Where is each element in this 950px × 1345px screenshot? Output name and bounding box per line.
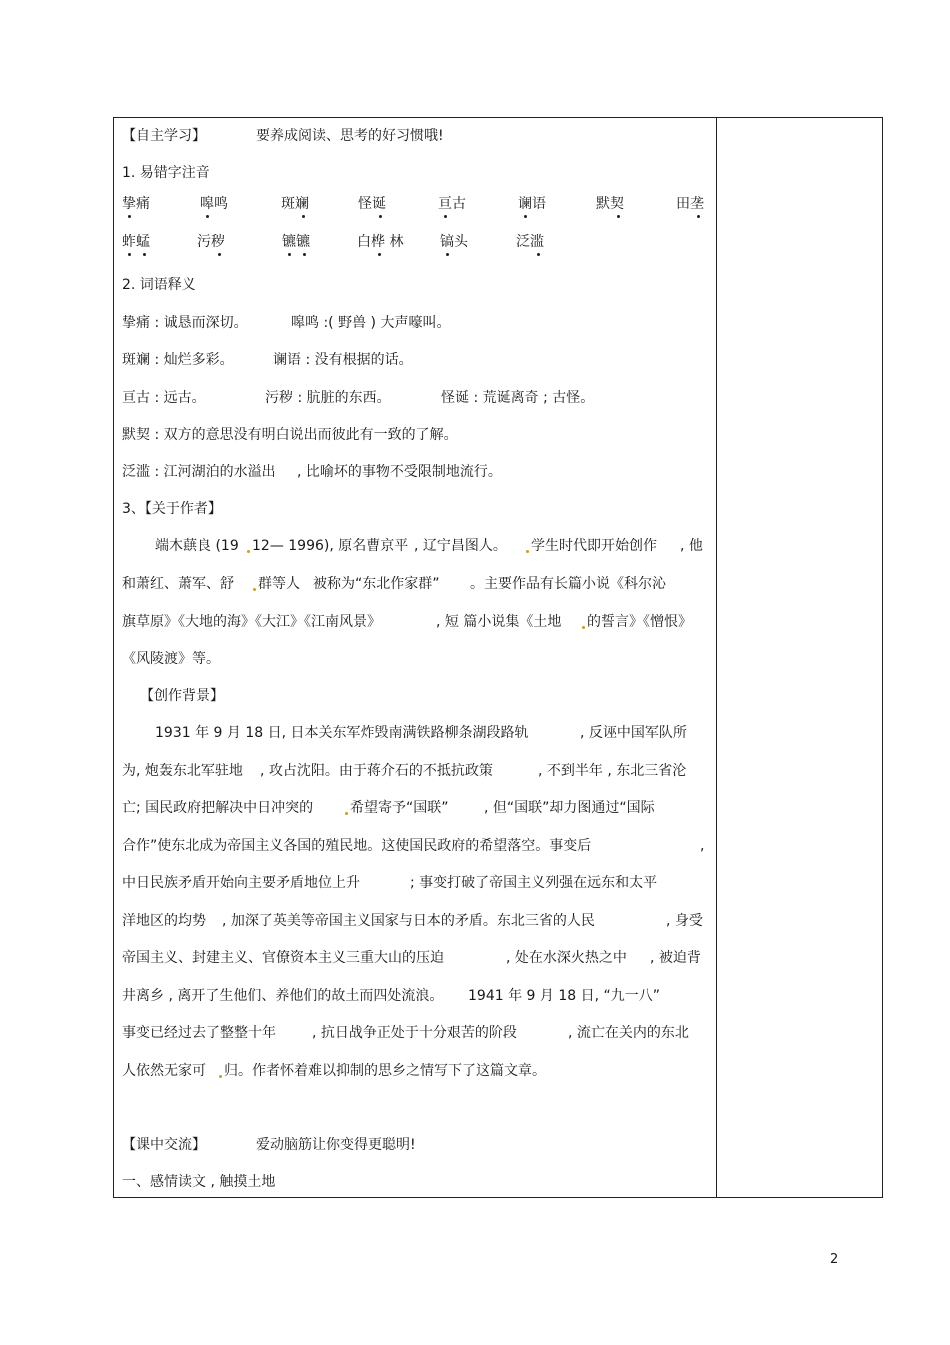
- pinyin-word: 挚痛: [122, 196, 150, 212]
- background-text: , 处在水深火热之中: [506, 950, 627, 966]
- author-text: 学生时代即开始创作: [531, 538, 657, 554]
- pinyin-title: 1. 易错字注音: [122, 165, 210, 181]
- pinyin-word: 污秽: [197, 234, 225, 250]
- class-exchange-item: 一、感情读文 , 触摸土地: [122, 1174, 276, 1190]
- background-text: , 攻占沈阳。由于蒋介石的不抵抗政策: [260, 763, 493, 779]
- emphasis-dot: [379, 215, 382, 218]
- background-text: 井离乡 , 离开了生他们、养他们的故土而四处流浪。: [122, 988, 444, 1004]
- pinyin-word: 亘古: [438, 196, 466, 212]
- highlight-dot: [526, 550, 529, 553]
- table-column-divider: [716, 117, 717, 1198]
- vocab-definition: , 比喻坏的事物不受限制地流行。: [297, 464, 502, 480]
- background-text: , 不到半年 , 东北三省沦: [538, 763, 687, 779]
- page-number: 2: [830, 1252, 839, 1267]
- pinyin-word: 泛滥: [516, 234, 544, 250]
- class-exchange-heading: 【课中交流】: [122, 1137, 206, 1153]
- vocab-title: 2. 词语释义: [122, 277, 196, 293]
- vocab-definition: 污秽 : 肮脏的东西。: [265, 390, 391, 406]
- background-text: , 流亡在关内的东北: [568, 1025, 689, 1041]
- emphasis-dot: [206, 215, 209, 218]
- self-study-slogan: 要养成阅读、思考的好习惯哦!: [256, 128, 444, 144]
- background-text: 合作”使东北成为帝国主义各国的殖民地。这使国民政府的希望落空。事变后: [122, 838, 592, 854]
- author-text: 。主要作品有长篇小说《科尔沁: [470, 576, 666, 592]
- pinyin-word: 嗥鸣: [200, 196, 228, 212]
- class-exchange-slogan: 爱动脑筋让你变得更聪明!: [256, 1137, 416, 1153]
- emphasis-dot: [444, 215, 447, 218]
- vocab-definition: 亘古 : 远古。: [122, 390, 206, 406]
- vocab-definition: 挚痛 : 诚恳而深切。: [122, 315, 248, 331]
- emphasis-dot: [537, 253, 540, 256]
- emphasis-dot: [617, 215, 620, 218]
- pinyin-word: 镐头: [440, 234, 468, 250]
- emphasis-dot: [218, 253, 221, 256]
- emphasis-dot: [143, 253, 146, 256]
- highlight-dot: [219, 1075, 222, 1078]
- pinyin-word: 斑斓: [281, 196, 309, 212]
- background-text: 亡; 国民政府把解决中日冲突的: [122, 800, 314, 816]
- pinyin-word: 田垄: [676, 196, 704, 212]
- vocab-definition: 斑斓 : 灿烂多彩。: [122, 352, 234, 368]
- author-text: 被称为“东北作家群”: [313, 576, 440, 592]
- background-text: 归。作者怀着难以抑制的思乡之情写下了这篇文章。: [224, 1063, 546, 1079]
- vocab-definition: 嗥鸣 :( 野兽 ) 大声嚎叫。: [291, 315, 451, 331]
- pinyin-word: 白桦 林: [357, 234, 404, 250]
- highlight-dot: [582, 626, 585, 629]
- author-text: 旗草原》《大地的海》《大江》《江南风景》: [122, 614, 381, 630]
- emphasis-dot: [378, 253, 381, 256]
- background-text: 洋地区的均势: [122, 913, 206, 929]
- vocab-definition: 泛滥 : 江河湖泊的水溢出: [122, 464, 276, 480]
- highlight-dot: [253, 588, 256, 591]
- author-text: 群等人: [258, 576, 300, 592]
- author-text: 《风陵渡》等。: [122, 651, 220, 667]
- background-text: 事变已经过去了整整十年: [122, 1025, 276, 1041]
- background-text: 帝国主义、封建主义、官僚资本主义三重大山的压迫: [122, 950, 444, 966]
- background-text: 希望寄予“国联”: [350, 800, 449, 816]
- background-text: , 身受: [666, 913, 703, 929]
- highlight-dot: [247, 550, 250, 553]
- background-text: , 抗日战争正处于十分艰苦的阶段: [312, 1025, 517, 1041]
- background-title: 【创作背景】: [140, 688, 224, 704]
- background-text: 中日民族矛盾开始向主要矛盾地位上升: [122, 875, 360, 891]
- background-text: ,: [700, 838, 705, 854]
- background-text: , 反诬中国军队所: [580, 725, 687, 741]
- self-study-heading: 【自主学习】: [122, 128, 206, 144]
- background-text: , 加深了英美等帝国主义国家与日本的矛盾。东北三省的人民: [222, 913, 595, 929]
- author-title: 3、【关于作者】: [122, 501, 222, 517]
- author-text: , 他: [680, 538, 703, 554]
- pinyin-word: 镳镳: [282, 234, 310, 250]
- author-text: , 辽宁昌图人。: [414, 538, 507, 554]
- background-text: , 被迫背: [650, 950, 701, 966]
- emphasis-dot: [524, 215, 527, 218]
- emphasis-dot: [128, 215, 131, 218]
- background-text: 人依然无家可: [122, 1063, 206, 1079]
- emphasis-dot: [302, 215, 305, 218]
- emphasis-dot: [128, 253, 131, 256]
- emphasis-dot: [303, 253, 306, 256]
- vocab-definition: 谰语 : 没有根据的话。: [273, 352, 413, 368]
- vocab-definition: 怪诞 : 荒诞离奇 ; 古怪。: [441, 390, 595, 406]
- emphasis-dot: [697, 215, 700, 218]
- author-text: 端木蕻良 (19: [155, 538, 239, 554]
- author-text: , 短 篇小说集《土地: [436, 614, 562, 630]
- vocab-definition: 默契 : 双方的意思没有明白说出而彼此有一致的了解。: [122, 427, 458, 443]
- emphasis-dot: [288, 253, 291, 256]
- background-text: 为, 炮轰东北军驻地: [122, 763, 243, 779]
- pinyin-word: 怪诞: [358, 196, 386, 212]
- emphasis-dot: [446, 253, 449, 256]
- author-text: 和萧红、萧军、舒: [122, 576, 234, 592]
- background-text: 1941 年 9 月 18 日, “九一八”: [468, 988, 661, 1004]
- author-text: 的誓言》《憎恨》: [587, 614, 692, 630]
- pinyin-word: 谰语: [518, 196, 546, 212]
- pinyin-word: 蚱蜢: [122, 234, 150, 250]
- highlight-dot: [345, 812, 348, 815]
- background-text: 1931 年 9 月 18 日, 日本关东军炸毁南满铁路柳条湖段路轨: [155, 725, 529, 741]
- background-text: , 但“国联”却力图通过“国际: [484, 800, 655, 816]
- author-text: 12— 1996), 原名曹京平: [252, 538, 409, 554]
- pinyin-word: 默契: [596, 196, 624, 212]
- background-text: ; 事变打破了帝国主义列强在远东和太平: [410, 875, 658, 891]
